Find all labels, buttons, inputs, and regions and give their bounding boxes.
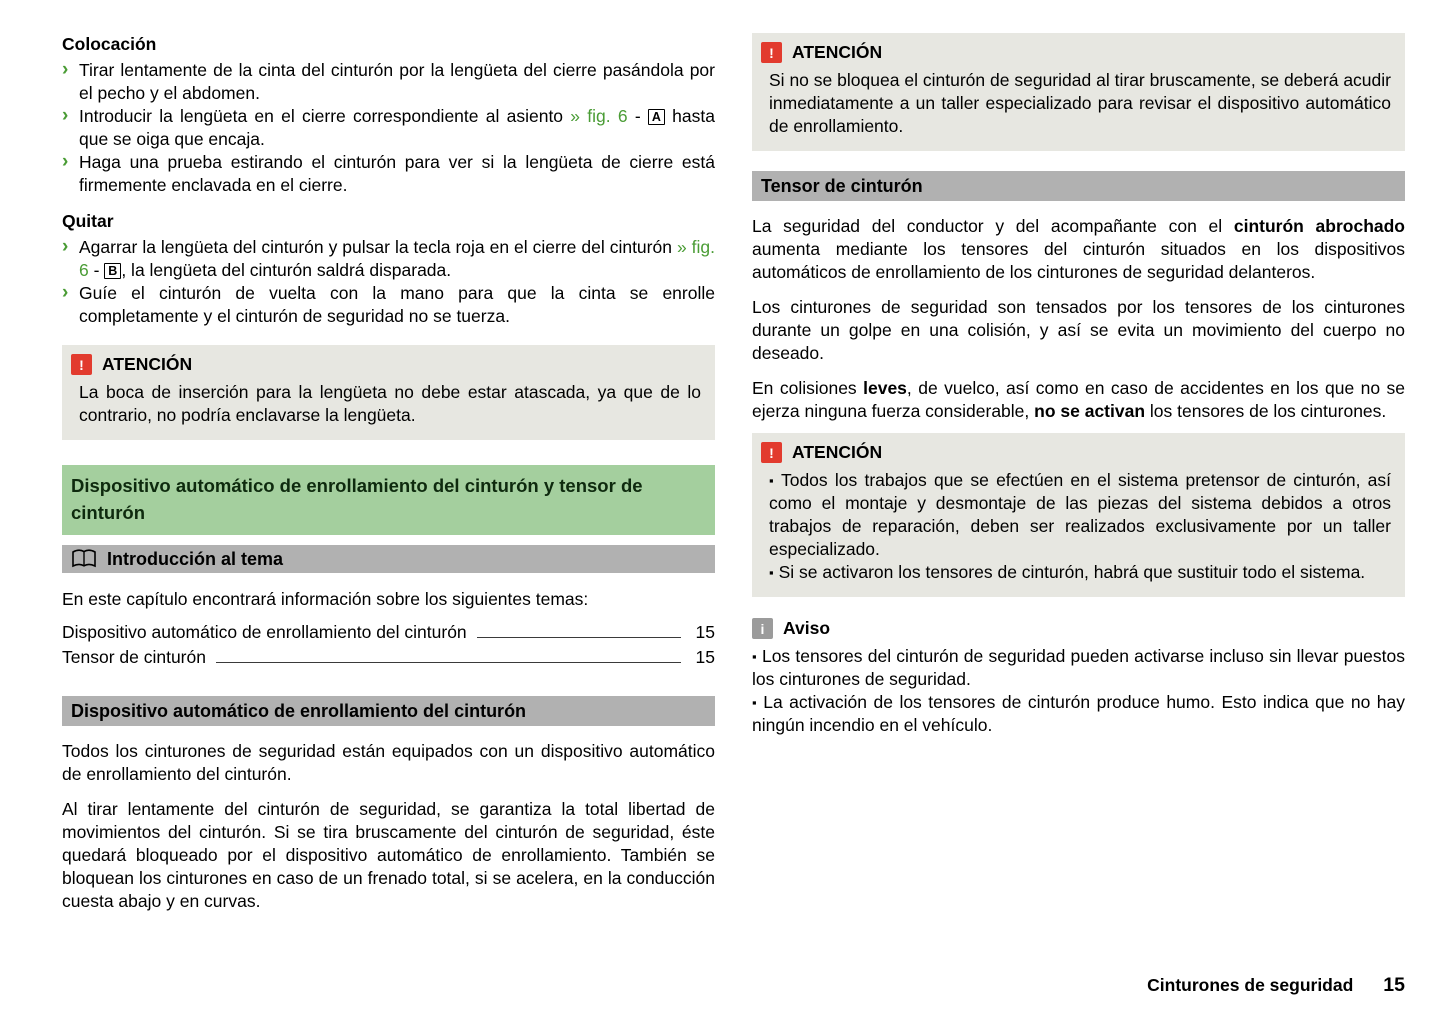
text-segment: los tensores de los cinturones. xyxy=(1145,401,1387,421)
text-segment: Agarrar la lengüeta del cinturón y pulsar la tecla roja en el cierre del cinturón xyxy=(79,237,677,257)
figure-link[interactable]: » fig. 6 xyxy=(570,106,628,126)
caution-title: ATENCIÓN xyxy=(792,442,883,462)
list-item-text: Guíe el cinturón de vuelta con la mano para que la cinta se enrolle completamente y el cinturón de seguridad no se tuerza. xyxy=(79,283,715,326)
caution-box xyxy=(62,345,715,440)
text-segment: aumenta mediante los tensores del cinturón situados en los dispositivos automáticos de enrollamiento de los cinturones de seguridad delanteros. xyxy=(752,239,1405,282)
list-item-text xyxy=(79,105,715,151)
toc-leader xyxy=(477,637,681,638)
square-bullet-icon: ▪ xyxy=(769,473,776,488)
paragraph xyxy=(752,215,1405,284)
right-column xyxy=(752,33,1405,737)
caution-header xyxy=(71,353,701,376)
notice-bullet-item xyxy=(752,691,1405,737)
text-segment: , de vuelco, así como en caso de accidentes en los que no se ejerza ninguna fuerza considerable, xyxy=(752,378,1405,421)
text-segment: hasta que se oiga que encaja. xyxy=(79,106,715,149)
text-segment: La activación de los tensores de cinturón produce humo. Esto indica que no hay ningún incendio en el vehículo. xyxy=(752,692,1405,735)
list-item xyxy=(62,282,715,328)
paragraph: Los cinturones de seguridad son tensados por los tensores de los cinturones durante un golpe en una colisión, y así se evita un movimiento del cuerpo no deseado. xyxy=(752,297,1405,363)
square-bullet-icon: ▪ xyxy=(752,695,759,710)
text-segment: - xyxy=(88,260,105,280)
keycap-a: A xyxy=(648,109,665,125)
bold-phrase: leves xyxy=(863,378,907,398)
figure-link[interactable]: » fig. 6 xyxy=(79,237,715,280)
toc-entry[interactable] xyxy=(62,645,715,670)
paragraph: Al tirar lentamente del cinturón de seguridad, se garantiza la total libertad de movimientos del cinturón. Si se tira bruscamente del cinturón de seguridad, éste quedará bloqueado por el dispositivo automático de enrollamiento. También se bloquean los cinturones en caso de un frenado total, si se acelera, en la conducción cuesta abajo y en curvas. xyxy=(62,799,715,911)
text-segment: En colisiones xyxy=(752,378,864,398)
arrow-bullet-icon: › xyxy=(62,105,69,126)
list-item xyxy=(62,59,715,105)
square-bullet-icon: ▪ xyxy=(769,565,774,580)
toc xyxy=(62,620,715,670)
caution-title: ATENCIÓN xyxy=(792,42,883,62)
toc-entry[interactable] xyxy=(62,620,715,645)
list-item xyxy=(62,236,715,282)
warning-icon: ! xyxy=(761,42,782,63)
footer-chapter-label: Cinturones de seguridad xyxy=(1147,975,1354,995)
text-segment: - xyxy=(627,106,648,126)
arrow-bullet-icon: › xyxy=(62,151,69,172)
section-heading-bar: Tensor de cinturón xyxy=(752,171,1405,201)
square-bullet-icon: ▪ xyxy=(752,649,757,664)
list-item xyxy=(62,105,715,151)
notice-title: Aviso xyxy=(783,618,831,638)
left-column xyxy=(62,33,715,913)
warning-icon: ! xyxy=(71,354,92,375)
intro-lead: En este capítulo encontrará información sobre los siguientes temas: xyxy=(62,589,589,609)
warning-icon: ! xyxy=(761,442,782,463)
keycap-b: B xyxy=(104,263,121,279)
caution-text: La boca de inserción para la lengüeta no debe estar atascada, ya que de lo contrario, no podría enclavarse la lengüeta. xyxy=(79,382,701,425)
notice-header xyxy=(752,617,1405,640)
text-segment: Introducir la lengüeta en el cierre correspondiente al asiento xyxy=(79,106,571,126)
info-icon: i xyxy=(752,618,773,639)
list-item xyxy=(62,151,715,197)
toc-label: Tensor de cinturón xyxy=(62,647,206,667)
chapter-heading: Dispositivo automático de enrollamiento del cinturón y tensor de cinturón xyxy=(62,465,715,535)
toc-label: Dispositivo automático de enrollamiento del cinturón xyxy=(62,622,467,642)
text-segment: La seguridad del conductor y del acompañante con el xyxy=(752,216,1234,236)
book-icon xyxy=(71,549,97,569)
heading-quitar: Quitar xyxy=(62,211,114,231)
footer-page-number: 15 xyxy=(1383,974,1405,996)
list-item-text xyxy=(79,236,715,282)
list-item-text: Tirar lentamente de la cinta del cinturón por la lengüeta del cierre pasándola por el pecho y el abdomen. xyxy=(79,60,715,103)
toc-leader xyxy=(216,662,681,663)
caution-header xyxy=(761,41,1391,64)
text-segment: Los tensores del cinturón de seguridad pueden activarse incluso sin llevar puestos los cinturones de seguridad. xyxy=(752,646,1405,689)
section-heading-bar: Dispositivo automático de enrollamiento del cinturón xyxy=(62,696,715,726)
bold-phrase: cinturón abrochado xyxy=(1233,216,1405,236)
intro-section-bar xyxy=(62,545,715,573)
caution-text: Si no se bloquea el cinturón de seguridad al tirar bruscamente, se deberá acudir inmediatamente a un taller especializado para revisar el dispositivo automático de enrollamiento. xyxy=(769,70,1391,136)
heading-colocacion: Colocación xyxy=(62,34,157,54)
arrow-bullet-icon: › xyxy=(62,282,69,303)
bold-phrase: no se activan xyxy=(1034,401,1146,421)
list-item-text: Haga una prueba estirando el cinturón para ver si la lengüeta de cierre está firmemente enclavada en el cierre. xyxy=(79,152,715,195)
toc-page-number: 15 xyxy=(695,647,715,667)
arrow-bullet-icon: › xyxy=(62,59,69,80)
caution-bullet-item xyxy=(769,561,1391,584)
intro-title: Introducción al tema xyxy=(107,548,284,569)
caution-box xyxy=(752,433,1405,597)
paragraph xyxy=(752,377,1405,423)
text-segment: Todos los trabajos que se efectúen en el sistema pretensor de cinturón, así como el montaje y desmontaje de las piezas del sistema debidos a otros trabajos de reparación, deben ser realizados exclusivamente por un taller especializado. xyxy=(769,470,1391,559)
arrow-bullet-icon: › xyxy=(62,236,69,257)
caution-bullet-item xyxy=(769,469,1391,561)
colocacion-list xyxy=(62,59,715,197)
text-segment: Si se activaron los tensores de cinturón, habrá que sustituir todo el sistema. xyxy=(778,562,1366,582)
paragraph: Todos los cinturones de seguridad están equipados con un dispositivo automático de enrollamiento del cinturón. xyxy=(62,741,715,784)
caution-box xyxy=(752,33,1405,151)
toc-page-number: 15 xyxy=(695,622,715,642)
caution-title: ATENCIÓN xyxy=(102,354,193,374)
caution-header xyxy=(761,441,1391,464)
quitar-list xyxy=(62,236,715,328)
text-segment: , la lengüeta del cinturón saldrá disparada. xyxy=(121,260,452,280)
notice-bullet-item xyxy=(752,645,1405,691)
page-footer xyxy=(1147,974,1405,997)
